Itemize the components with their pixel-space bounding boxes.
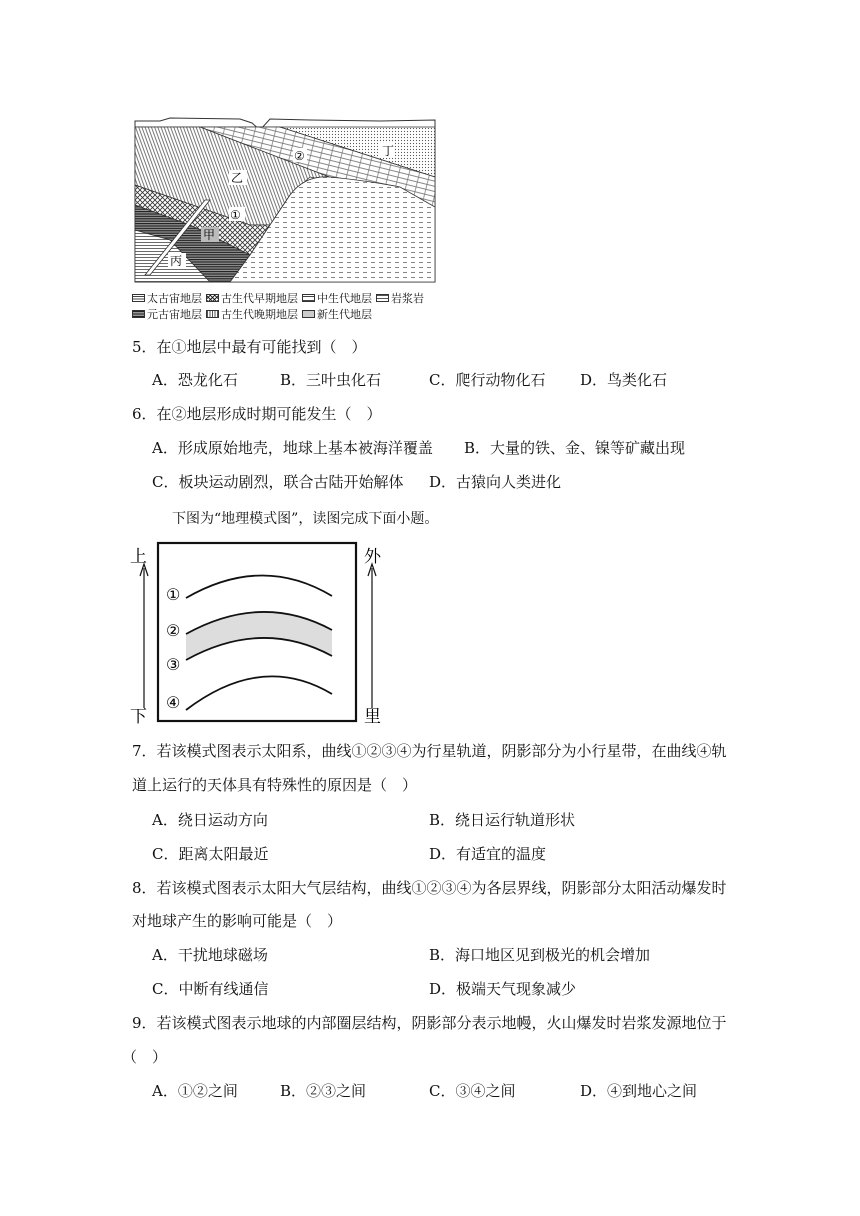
label-circle1: ①: [230, 208, 241, 222]
q5-option-a[interactable]: A．恐龙化石: [152, 371, 238, 389]
q7-stem-line1: 7．若该模式图表示太阳系，曲线①②③④为行星轨道，阴影部分为小行星带，在曲线④轨: [132, 742, 727, 760]
q8-stem-line1: 8．若该模式图表示太阳大气层结构，曲线①②③④为各层界线，阴影部分太阳活动爆发时: [132, 879, 727, 897]
legend-late-paleozoic: 古生代晚期地层: [221, 308, 298, 321]
legend-swatch-late-paleozoic: [206, 310, 219, 318]
q7-stem-line2: 道上运行的天体具有特殊性的原因是（ ）: [132, 776, 418, 794]
label-top-left: 上: [130, 547, 147, 567]
legend-magmatic: 岩浆岩: [391, 292, 424, 305]
q6-stem: 6．在②地层形成时期可能发生（ ）: [132, 405, 382, 423]
legend-swatch-early-paleozoic: [206, 294, 219, 302]
q7-option-d[interactable]: D．有适宜的温度: [429, 845, 547, 863]
q8-option-b[interactable]: B．海口地区见到极光的机会增加: [429, 946, 651, 964]
curve-label-2: ②: [166, 621, 181, 640]
q7-option-a[interactable]: A．绕日运动方向: [152, 811, 268, 829]
q9-option-a[interactable]: A．①②之间: [152, 1082, 238, 1100]
q6-option-d[interactable]: D．古猿向人类进化: [429, 473, 562, 491]
q5-stem: 5．在①地层中最有可能找到（ ）: [132, 338, 367, 356]
legend-swatch-mesozoic: [302, 294, 315, 302]
curve-label-1: ①: [166, 585, 181, 604]
legend-row-2: [132, 306, 372, 322]
q6-option-c[interactable]: C．板块运动剧烈，联合古陆开始解体: [152, 473, 404, 491]
geographic-model-figure: [128, 540, 390, 726]
legend-mesozoic: 中生代地层: [317, 292, 372, 305]
q6-option-a[interactable]: A．形成原始地壳，地球上基本被海洋覆盖: [152, 439, 433, 457]
q7-option-c[interactable]: C．距离太阳最近: [152, 845, 269, 863]
q8-option-c[interactable]: C．中断有线通信: [152, 980, 269, 998]
label-bing: 丙: [170, 254, 183, 268]
legend-swatch-magmatic: [376, 294, 389, 302]
curve-label-4: ④: [166, 693, 181, 712]
q7-option-b[interactable]: B．绕日运行轨道形状: [429, 811, 576, 829]
legend-row-1: [132, 290, 424, 306]
label-yi: 乙: [231, 171, 244, 185]
legend-swatch-archean: [132, 294, 145, 302]
q5-option-b[interactable]: B．三叶虫化石: [280, 371, 382, 389]
label-bottom-right: 里: [364, 707, 381, 726]
q9-stem-line1: 9．若该模式图表示地球的内部圈层结构，阴影部分表示地幔，火山爆发时岩浆发源地位于: [132, 1014, 727, 1032]
q9-option-d[interactable]: D．④到地心之间: [580, 1082, 698, 1100]
curve-label-3: ③: [166, 655, 181, 674]
legend-cenozoic: 新生代地层: [317, 308, 372, 321]
geologic-section-figure: [130, 115, 440, 285]
legend-swatch-proterozoic: [132, 310, 145, 318]
q8-option-d[interactable]: D．极端天气现象减少: [429, 980, 577, 998]
q9-option-c[interactable]: C．③④之间: [429, 1082, 516, 1100]
legend-proterozoic: 元古宙地层: [147, 308, 202, 321]
q9-stem-line2: （ ）: [122, 1048, 168, 1066]
q8-option-a[interactable]: A．干扰地球磁场: [152, 946, 268, 964]
q8-stem-line2: 对地球产生的影响可能是（ ）: [132, 912, 343, 930]
label-jia: 甲: [203, 228, 216, 242]
q9-option-b[interactable]: B．②③之间: [280, 1082, 367, 1100]
label-circle2: ②: [294, 149, 305, 163]
label-top-right: 外: [364, 547, 381, 567]
figure2-intro: 下图为“地理模式图”，读图完成下面小题。: [172, 511, 439, 527]
q5-option-c[interactable]: C．爬行动物化石: [429, 371, 546, 389]
label-ding: 丁: [382, 144, 395, 158]
legend-early-paleozoic: 古生代早期地层: [221, 292, 298, 305]
legend-archean: 太古宙地层: [147, 292, 202, 305]
legend-swatch-cenozoic: [302, 310, 315, 318]
q5-option-d[interactable]: D．鸟类化石: [580, 371, 668, 389]
label-bottom-left: 下: [130, 707, 147, 726]
q6-option-b[interactable]: B．大量的铁、金、镍等矿藏出现: [464, 439, 686, 457]
